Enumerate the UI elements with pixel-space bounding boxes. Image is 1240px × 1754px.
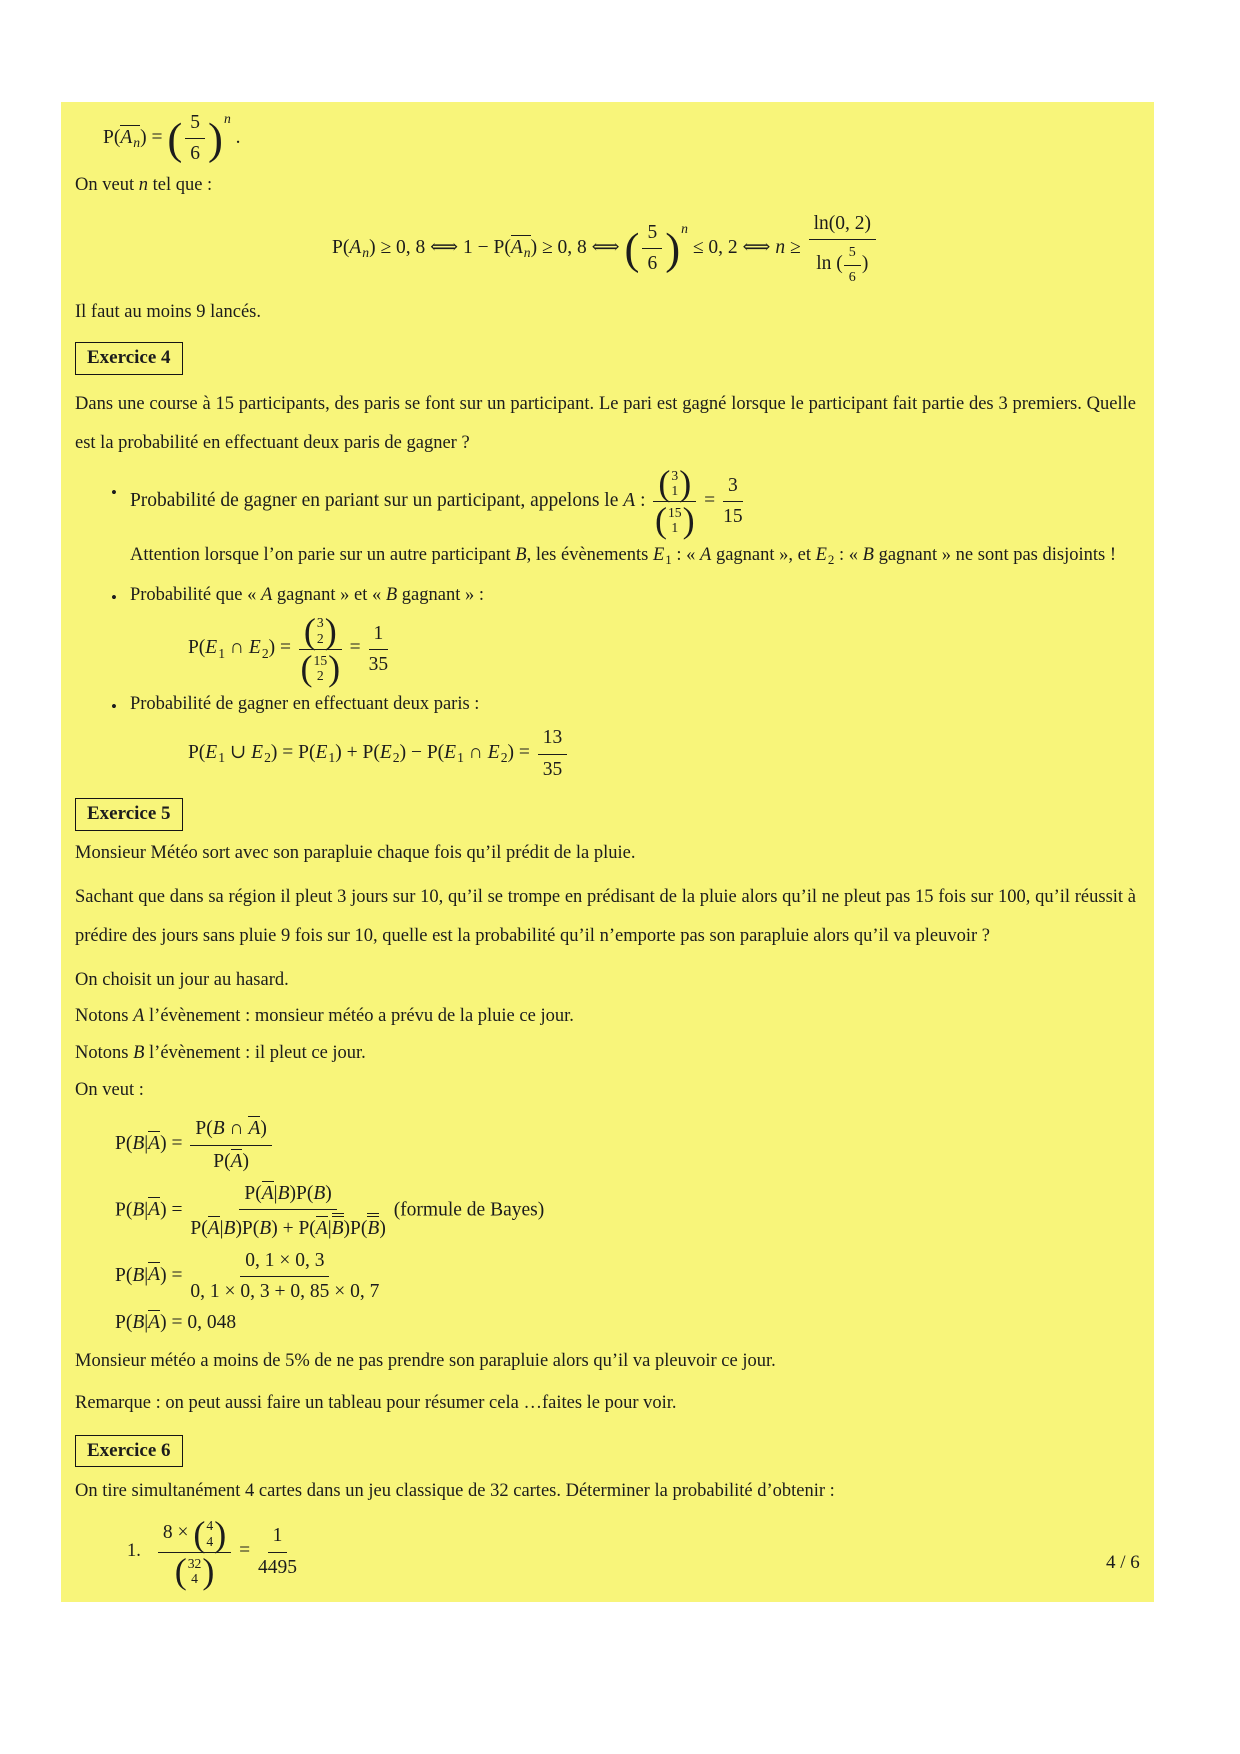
ex4-bullet-2 [111, 583, 1136, 689]
exercise-5-heading: Exercice 5 [75, 798, 183, 831]
ex4-bullet-2-label: Probabilité que « A gagnant » et « B gagnant » : [129, 584, 484, 605]
bullet-icon: • [111, 696, 117, 716]
exercise-4-heading-wrap [75, 342, 1136, 375]
exercise-5-heading-wrap [75, 798, 1136, 831]
ex5-equation-2: P(B|A) = $\frac{P(A|B)P(B)}{P(A|B)P(B) + P(A|B)P(B)}$ (formule de Bayes) [115, 1180, 1136, 1242]
text-conclusion-lances: Il faut au moins 9 lancés. [75, 302, 261, 323]
ex5-p5: Notons B l’évènement : il pleut ce jour. [75, 1043, 366, 1064]
exercise-4-heading: Exercice 4 [75, 342, 183, 375]
ex5-equation-3: P(B|A) = $\frac{0, 1 \times 0, 3}{0, 1 \times 0, 3 + 0, 85 \times 0, 7}$ [115, 1249, 380, 1303]
bullet-icon: • [111, 587, 117, 607]
ex4-bullet-1-label: Probabilité de gagner en pariant sur un participant, appelons le A : ( 3 1 ) ( 15 1 ) = $\frac{3}{15}$ [129, 462, 743, 541]
bullet-icon: • [111, 482, 117, 502]
ex4-bullet-2-equation: $P(E_1$ ∩ $E_2$) = ( 3 2 ) ( 15 2 ) = $\frac{1}{35}$ [187, 610, 389, 689]
ex4-bullet-3 [111, 692, 1136, 783]
ex5-p7: Monsieur météo a moins de 5% de ne pas prendre son parapluie alors qu’il va pleuvoir ce jour. [75, 1350, 776, 1371]
ex5-p3: On choisit un jour au hasard. [75, 969, 289, 990]
ex6-item-1-equation: 8 × ( 4 4 ) ( 32 4 ) = $\frac{1}{4495}$ [155, 1517, 300, 1586]
ex5-equation-1: P(B|A) = $\frac{P(B \cap A)}{P(A)}$ [115, 1115, 1136, 1174]
ex4-bullet-1-note: Attention lorsque l’on parie sur un autre participant B, les évènements $E_1$ : « A gagnant », et $E_2$ : « B gagnant » ne sont pas disjoints ! [129, 544, 1116, 567]
ex5-p4: Notons A l’évènement : monsieur météo a prévu de la pluie ce jour. [75, 1006, 574, 1027]
solution-highlight-block [61, 102, 1154, 1602]
equation-solve-n: $P(A_n) \ge 0$, 8 ⟺ $1 - P(A_n) \ge 0$, 8 ⟺ ( $\frac{5}{6}$ )$^n$ ≤ 0, 2 ⟺ n ≥ ln(0, 2) ln ( $\frac{5}{6}$ ) [75, 211, 1136, 286]
page-number: 4 / 6 [1106, 1552, 1140, 1573]
exercise-6-heading: Exercice 6 [75, 1435, 183, 1468]
exercise-6-heading-wrap [75, 1435, 1136, 1468]
equation-pan: $P(A_n)$ = ( $\frac{5}{6}$ )$^n$ . [103, 111, 241, 165]
ex5-p2: Sachant que dans sa région il pleut 3 jours sur 10, qu’il se trompe en prédisant de la pluie alors qu’il ne pleut pas 15 fois sur 100, qu’il réussit à prédire des jours sans pluie 9 fois sur 10, quelle est la probabilité qu’il n’emporte pas son parapluie alors qu’il va pleuvoir ? [75, 886, 1136, 946]
ex4-bullet-1 [111, 462, 1136, 575]
ex4-bullet-3-equation: $P(E_1$ ∪ $E_2) = P(E_1) + P(E_2) - P(E_1$ ∩ $E_2$) = $\frac{13}{35}$ [188, 725, 1136, 782]
ex6-item-1 [127, 1513, 1136, 1592]
ex6-statement: On tire simultanément 4 cartes dans un jeu classique de 32 cartes. Déterminer la probabilité d’obtenir : [75, 1481, 835, 1502]
ex5-p1: Monsieur Météo sort avec son parapluie chaque fois qu’il prédit de la pluie. [75, 843, 636, 863]
ex4-bullet-3-label: Probabilité de gagner en effectuant deux paris : [129, 693, 480, 714]
text-on-veut-n: On veut n tel que : [75, 174, 213, 195]
ex5-p6: On veut : [75, 1080, 144, 1101]
ex6-item-1-number: 1. [127, 1541, 141, 1562]
ex5-equation-4: P(B|A) = 0, 048 [115, 1312, 237, 1334]
ex5-p8: Remarque : on peut aussi faire un tableau pour résumer cela …faites le pour voir. [75, 1392, 677, 1413]
ex4-statement: Dans une course à 15 participants, des paris se font sur un participant. Le pari est gagné lorsque le participant fait partie des 3 premiers. Quelle est la probabilité en effectuant deux paris de gagner ? [75, 393, 1136, 453]
